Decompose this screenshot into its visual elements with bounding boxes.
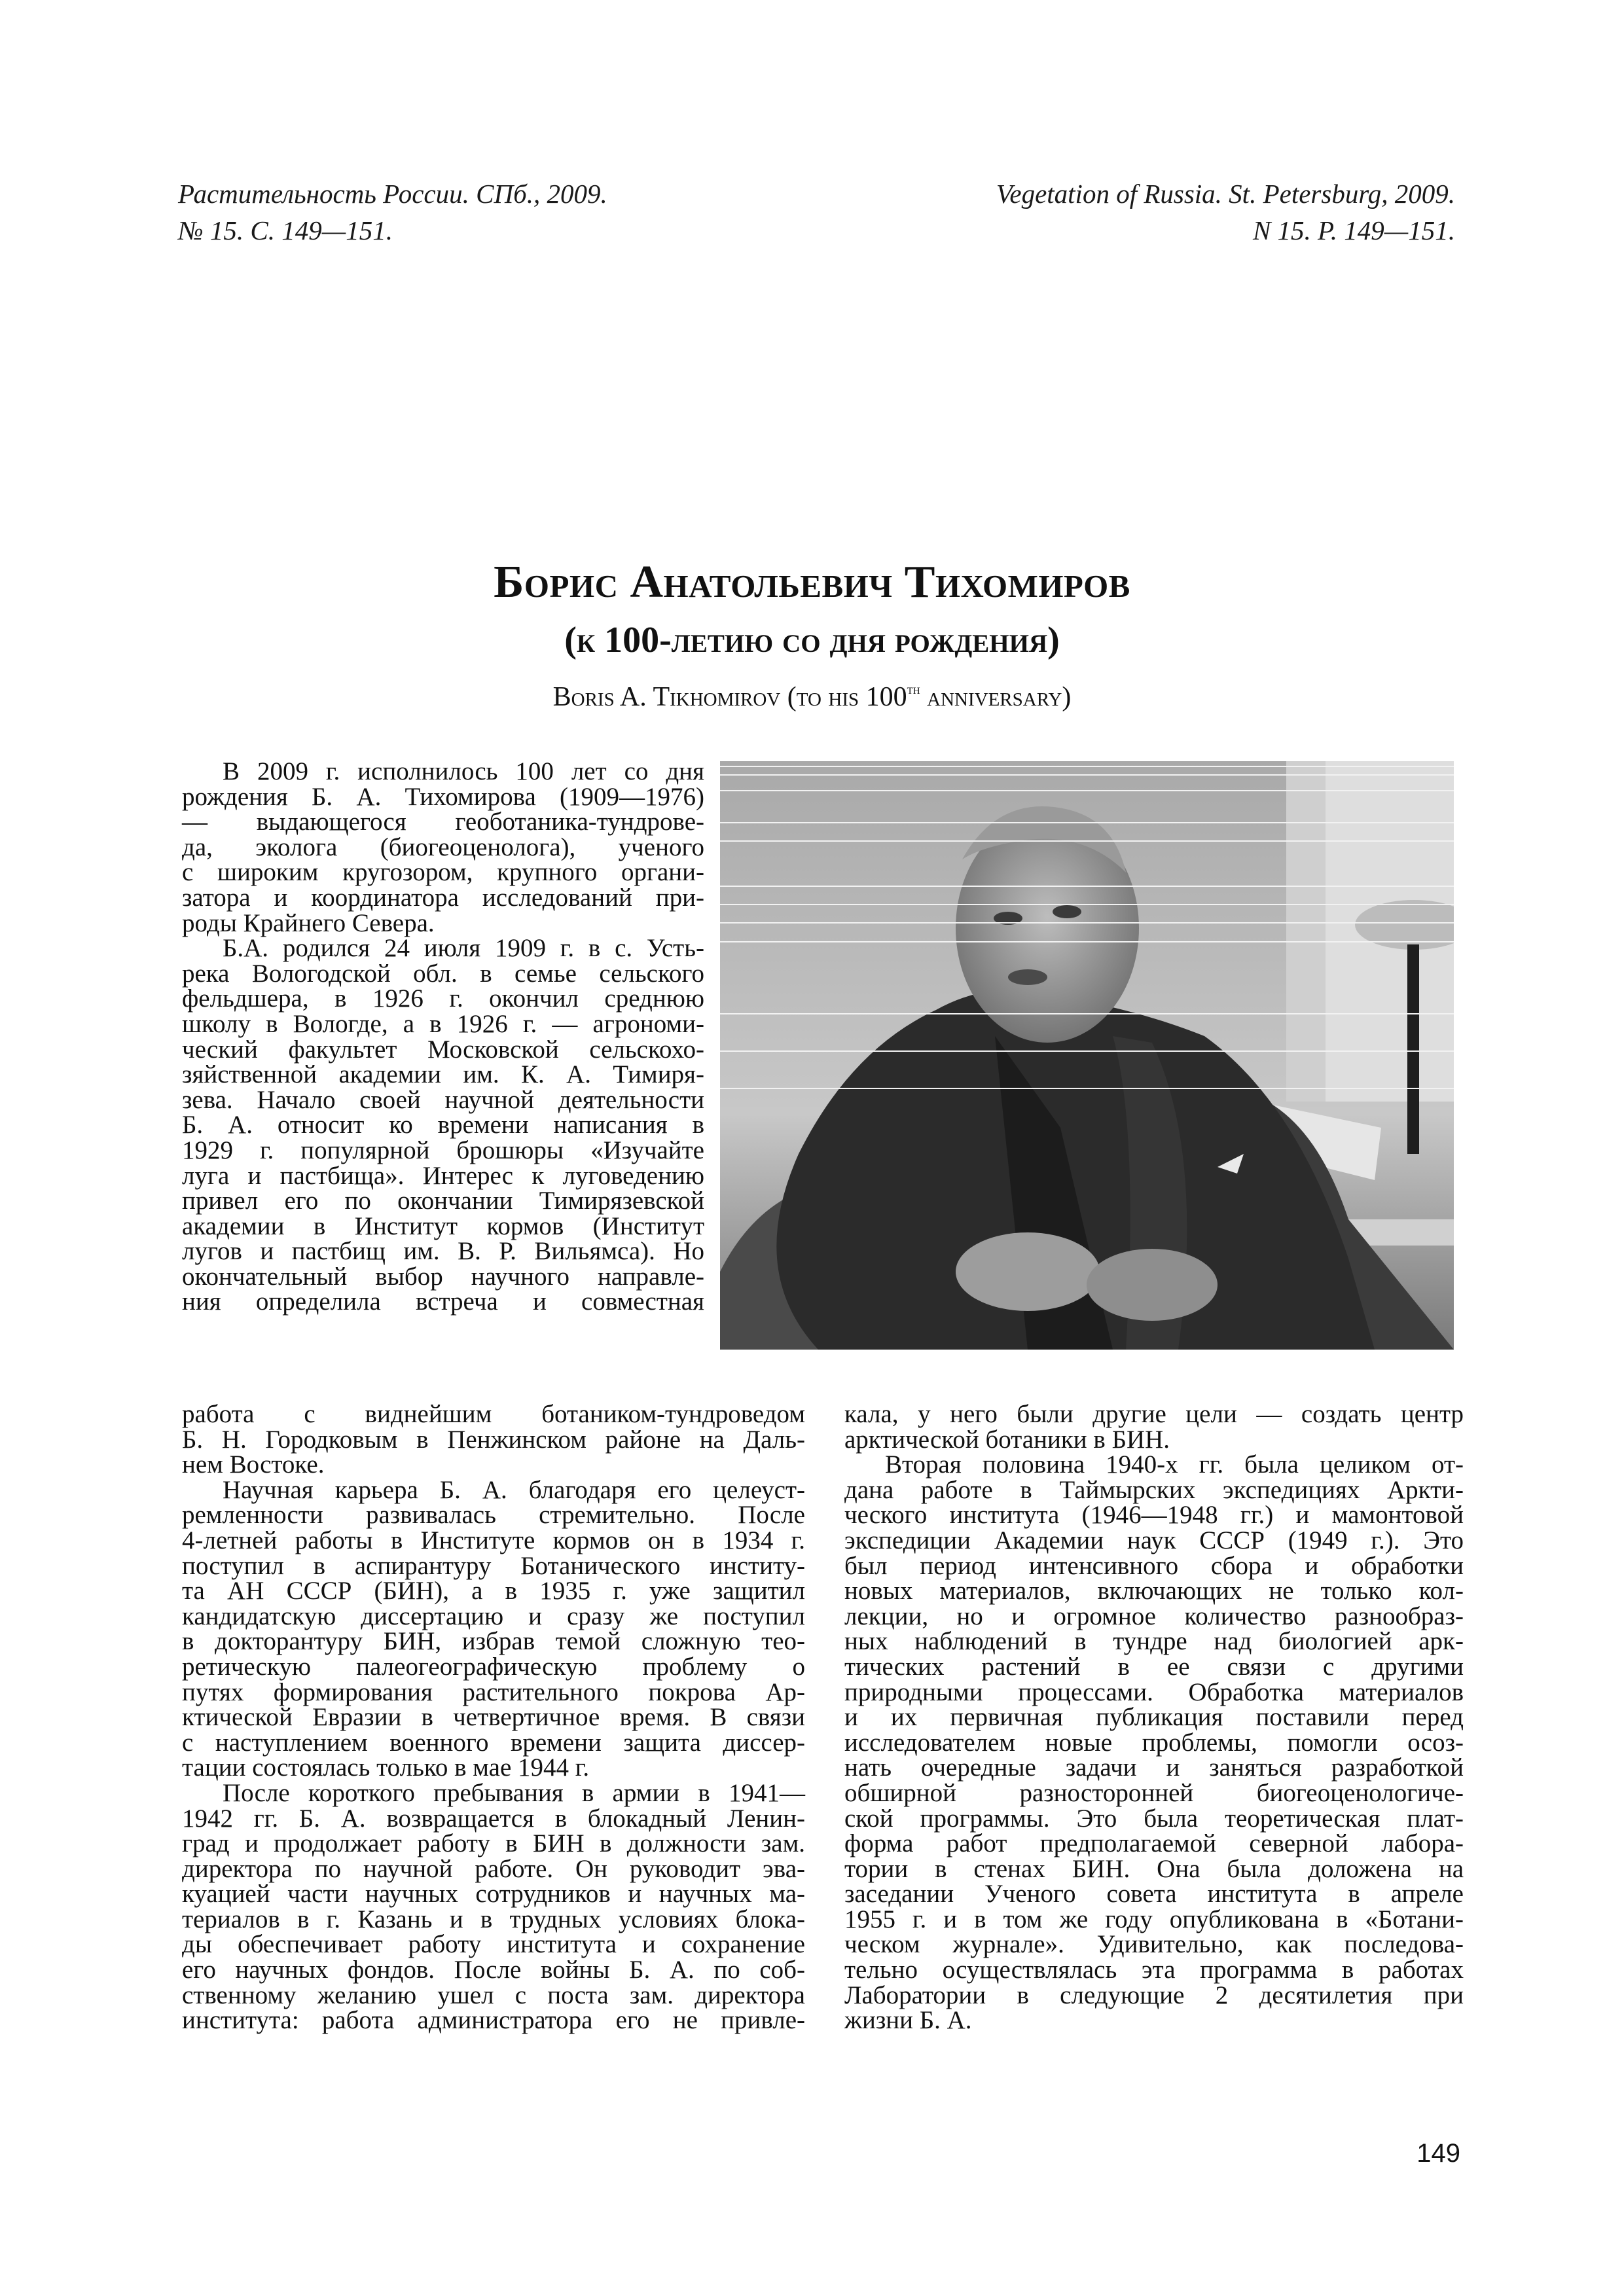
text-line: Б. А. относит ко времени написания в (182, 1111, 704, 1139)
page-number: 149 (1416, 2139, 1460, 2168)
text-line: 1929 г. популярной брошюры «Изучайте (182, 1136, 704, 1164)
text-line: 1955 г. и в том же году опубликована в «Ботани- (844, 1905, 1464, 1933)
text-line: школу в Вологде, а в 1926 г. — агрономи- (182, 1009, 704, 1038)
article-subtitle: (к 100-летию со дня рождения) (564, 620, 1060, 660)
text-line: ственному желанию ушел с поста зам. директора (182, 1981, 805, 2009)
article-english-title (0, 670, 1624, 717)
text-line: лугов и пастбищ им. В. Р. Вильямса). Но (182, 1237, 704, 1266)
text-line: заседании Ученого совета института в апреле (844, 1880, 1464, 1909)
portrait-photo-graphic (720, 761, 1454, 1350)
journal-citation-english (996, 175, 1455, 249)
text-line: ремленности развивалась стремительно. После (182, 1501, 805, 1530)
english-title-tail: anniversary) (920, 682, 1072, 712)
left-column-narrow (182, 759, 704, 1315)
text-line: привел его по окончании Тимирязевской (182, 1187, 704, 1215)
text-line: 4-летней работы в Институте кормов он в 1934 г. (182, 1526, 805, 1554)
text-line: После короткого пребывания в армии в 1941— (223, 1778, 805, 1807)
text-line: зева. Начало своей научной деятельности (182, 1085, 704, 1114)
text-line: затора и координатора исследований при- (182, 883, 704, 912)
english-title-superscript: th (907, 681, 920, 697)
text-line: лекции, но и огромное количество разнообраз- (844, 1602, 1464, 1630)
text-line: института: работа администратора его не привле- (182, 2006, 805, 2035)
text-line: кала, у него были другие цели — создать центр (844, 1400, 1464, 1428)
text-line: териалов в г. Казань и в трудных условиях блока- (182, 1905, 805, 1933)
text-line: кандидатскую диссертацию и сразу же поступил (182, 1602, 805, 1630)
text-line: да, эколога (биогеоценолога), ученого (182, 833, 704, 861)
text-line: форма работ предполагаемой северной лабора- (844, 1829, 1464, 1858)
left-column-wide (182, 1402, 805, 2034)
text-line: Лаборатории в следующие 2 десятилетия при (844, 1981, 1464, 2009)
text-line: окончательный выбор научного направле- (182, 1262, 704, 1291)
text-line: тории в стенах БИН. Она была доложена на (844, 1854, 1464, 1883)
text-line: с широким кругозором, крупного органи- (182, 858, 704, 887)
english-title-main: Boris A. Tikhomirov (to his 100 (552, 682, 907, 712)
text-line: ния определила встреча и совместная (182, 1287, 704, 1316)
text-line: 1942 гг. Б. А. возвращается в блокадный Ленин- (182, 1804, 805, 1833)
citation-en-line1: Vegetation of Russia. St. Petersburg, 2009. (996, 179, 1455, 209)
text-line: ческом журнале». Удивительно, как последова- (844, 1930, 1464, 1959)
text-line: зяйственной академии им. К. А. Тимиря- (182, 1060, 704, 1089)
right-column (844, 1402, 1464, 2034)
portrait-photo (720, 761, 1454, 1350)
text-line: Б.А. родился 24 июля 1909 г. в с. Усть- (223, 934, 704, 963)
text-line: — выдающегося геоботаника-тундрове- (182, 808, 704, 836)
text-line: в докторантуру БИН, избрав темой сложную тео- (182, 1627, 805, 1656)
text-line: тации состоялась только в мае 1944 г. (182, 1753, 590, 1782)
text-line: ды обеспечивает работу института и сохранение (182, 1930, 805, 1959)
text-line: фельдшера, в 1926 г. окончил среднюю (182, 984, 704, 1013)
text-line: Научная карьера Б. А. благодаря его целеуст- (223, 1475, 805, 1504)
article-title: Борис Анатольевич Тихомиров (494, 557, 1130, 607)
text-line: жизни Б. А. (844, 2006, 972, 2035)
text-line: Б. Н. Городковым в Пенжинском районе на Даль- (182, 1425, 805, 1454)
text-line: ктической Евразии в четвертичное время. В связи (182, 1703, 805, 1732)
text-line: директора по научной работе. Он руководит эва- (182, 1854, 805, 1883)
text-line: ретическую палеогеографическую проблему о (182, 1652, 805, 1681)
text-line: ческий факультет Московской сельскохо- (182, 1035, 704, 1064)
text-line: дана работе в Таймырских экспедициях Аркти- (844, 1475, 1464, 1504)
text-line: новых материалов, включающих не только кол- (844, 1577, 1464, 1605)
text-line: его научных фондов. После войны Б. А. по соб- (182, 1956, 805, 1984)
text-line: ческого института (1946—1948 гг.) и мамонтовой (844, 1501, 1464, 1530)
text-line: арктической ботаники в БИН. (844, 1425, 1170, 1454)
text-line: с наступлением военного времени защита диссер- (182, 1728, 805, 1757)
text-line: экспедиции Академии наук СССР (1949 г.). Это (844, 1526, 1464, 1554)
text-line: природными процессами. Обработка материалов (844, 1677, 1464, 1706)
citation-en-line2: N 15. P. 149—151. (1252, 215, 1455, 245)
text-line: был период интенсивного сбора и обработки (844, 1551, 1464, 1580)
text-line: В 2009 г. исполнилось 100 лет со дня (223, 757, 704, 785)
text-line: поступил в аспирантуру Ботанического институ- (182, 1551, 805, 1580)
text-line: обширной разносторонней биогеоценологиче- (844, 1778, 1464, 1807)
text-line: град и продолжает работу в БИН в должности зам. (182, 1829, 805, 1858)
text-line: и их первичная публикация поставили перед (844, 1703, 1464, 1732)
text-line: река Вологодской обл. в семье сельского (182, 959, 704, 988)
text-line: та АН СССР (БИН), а в 1935 г. уже защитил (182, 1577, 805, 1605)
text-line: ных наблюдений в тундре над биологией арк- (844, 1627, 1464, 1656)
text-line: рождения Б. А. Тихомирова (1909—1976) (182, 782, 704, 811)
text-line: Вторая половина 1940-х гг. была целиком от- (885, 1450, 1464, 1479)
text-line: нем Востоке. (182, 1450, 325, 1479)
text-line: луга и пастбища». Интерес к луговедению (182, 1161, 704, 1190)
text-line: ской программы. Это была теоретическая плат- (844, 1804, 1464, 1833)
text-line: академии в Институт кормов (Институт (182, 1211, 704, 1240)
text-line: роды Крайнего Севера. (182, 908, 435, 937)
citation-ru-line1: Растительность России. СПб., 2009. (178, 179, 607, 209)
text-line: куацией части научных сотрудников и научных ма- (182, 1880, 805, 1909)
text-line: исследователем новые проблемы, помогли осоз- (844, 1728, 1464, 1757)
text-line: нать очередные задачи и заняться разработкой (844, 1753, 1464, 1782)
text-line: тических растений в ее связи с другими (844, 1652, 1464, 1681)
text-line: работа с виднейшим ботаником-тундроведом (182, 1400, 805, 1428)
text-line: путях формирования растительного покрова Ар- (182, 1677, 805, 1706)
text-line: тельно осуществлялась эта программа в работах (844, 1956, 1464, 1984)
journal-citation-russian (178, 175, 607, 249)
citation-ru-line2: № 15. С. 149—151. (178, 215, 393, 245)
